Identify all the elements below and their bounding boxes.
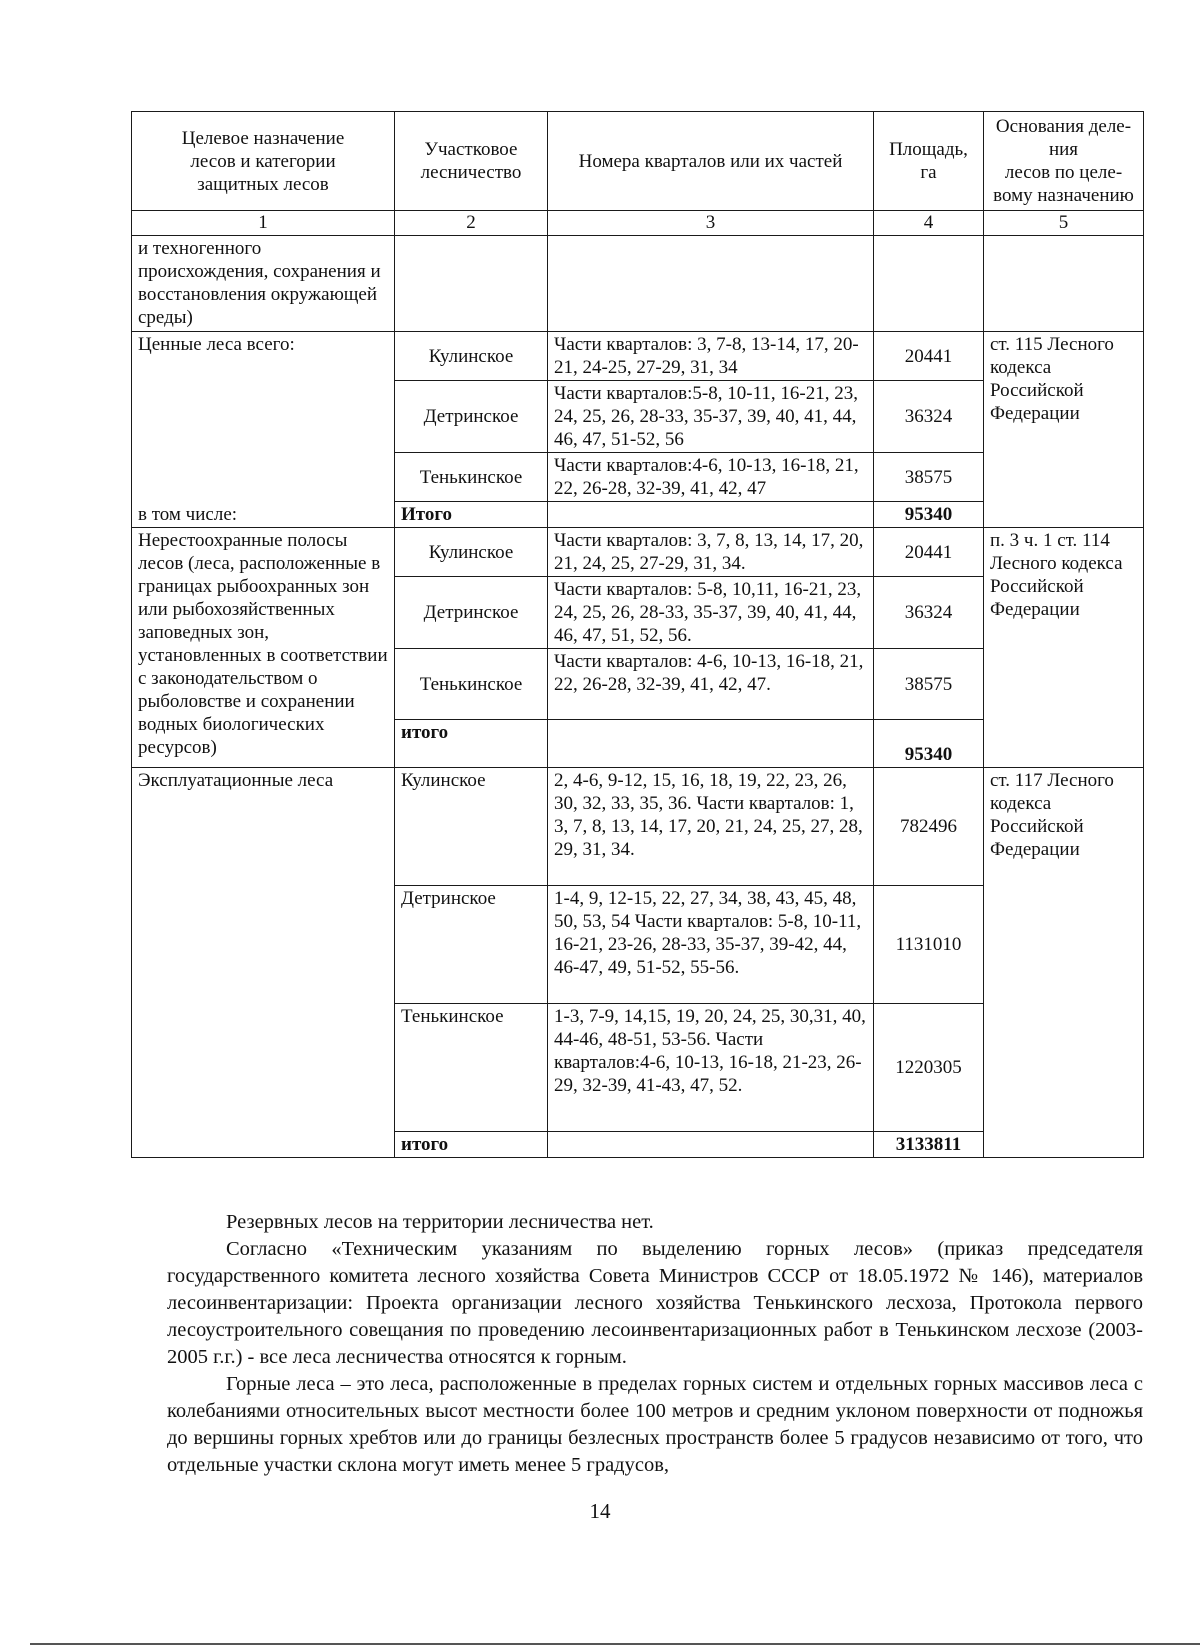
area-cell: 36324 — [874, 577, 984, 649]
paragraph-technical-guidelines: Согласно «Техническим указаниям по выделению горных лесов» (приказ председателя государственного комитета лесного хозяйства Совета Министров СССР от 18.05.1972 № 146), материалов лесоинвентаризации: Проекта организации лесного хозяйства Тенькинского лесхоза, Протокола первого лесоустроительного совещания по проведению лесоинвентаризационных работ в Тенькинском лесхозе (2003-2005 г.г.) - все леса лесничества относятся к горным. — [167, 1238, 1143, 1368]
exploitation-title: Эксплуатационные леса — [132, 768, 395, 1158]
column-number: 1 — [132, 211, 395, 236]
total-label: Итого — [395, 502, 548, 528]
quarters-cell: 1-4, 9, 12-15, 22, 27, 34, 38, 43, 45, 48, 50, 53, 54 Части кварталов: 5-8, 10-11, 16-21, 23-26, 28-33, 35-37, 39-42, 44, 46-47, 49, 51-52, 55-56. — [548, 886, 874, 1004]
area-cell: 38575 — [874, 453, 984, 502]
header-area: Площадь, га — [874, 112, 984, 211]
valuable-title: Ценные леса всего: — [132, 332, 395, 502]
spawning-title: Нерестоохранные полосы лесов (леса, расположенные в границах рыбоохранных зон или рыбохозяйственных заповедных зон, установленных в соответствии с законодательством о рыболовстве и сохранении водных биологических ресурсов) — [132, 528, 395, 768]
valuable-basis: ст. 115 Лесного кодекса Российской Федерации — [984, 332, 1144, 528]
column-number: 3 — [548, 211, 874, 236]
table-row — [132, 332, 1144, 381]
district-cell: Кулинское — [395, 332, 548, 381]
total-label: итого — [395, 720, 548, 768]
total-label: итого — [395, 1132, 548, 1158]
total-area: 3133811 — [874, 1132, 984, 1158]
in-total-label: в том числе: — [132, 502, 395, 528]
continuation-text: и техногенного происхождения, сохранения и восстановления окружающей среды) — [132, 236, 395, 332]
district-cell: Тенькинское — [395, 1004, 548, 1132]
district-cell: Кулинское — [395, 768, 548, 886]
header-purpose: Целевое назначение лесов и категории защитных лесов — [132, 112, 395, 211]
area-cell: 36324 — [874, 381, 984, 453]
quarters-cell: Части кварталов: 4-6, 10-13, 16-18, 21, 22, 26-28, 32-39, 41, 42, 47. — [548, 649, 874, 720]
spawning-basis: п. 3 ч. 1 ст. 114 Лесного кодекса Российской Федерации — [984, 528, 1144, 768]
area-cell: 1131010 — [874, 886, 984, 1004]
header-district: Участковое лесничество — [395, 112, 548, 211]
header-quarters: Номера кварталов или их частей — [548, 112, 874, 211]
body-text — [167, 1209, 1143, 1479]
quarters-cell: 2, 4-6, 9-12, 15, 16, 18, 19, 22, 23, 26, 30, 32, 33, 35, 36. Части кварталов: 1, 3, 7, 8, 13, 14, 17, 20, 21, 24, 25, 27, 28, 29, 31, 34. — [548, 768, 874, 886]
column-number: 5 — [984, 211, 1144, 236]
district-cell: Детринское — [395, 381, 548, 453]
area-cell: 782496 — [874, 768, 984, 886]
forest-purpose-table — [131, 111, 1144, 1158]
area-cell: 20441 — [874, 332, 984, 381]
paragraph-mountain-forests: Горные леса – это леса, расположенные в пределах горных систем и отдельных горных массивов леса с колебаниями относительных высот местности более 100 метров и средним уклоном поверхности от подножья до вершины горных хребтов или до границы безлесных пространств более 5 градусов независимо от того, что отдельные участки склона могут иметь менее 5 градусов, — [167, 1373, 1143, 1476]
quarters-cell: Части кварталов:5-8, 10-11, 16-21, 23, 24, 25, 26, 28-33, 35-37, 39, 40, 41, 44, 46, 47, 51-52, 56 — [548, 381, 874, 453]
area-cell: 20441 — [874, 528, 984, 577]
table-row — [132, 768, 1144, 886]
quarters-cell: Части кварталов: 3, 7-8, 13-14, 17, 20-21, 24-25, 27-29, 31, 34 — [548, 332, 874, 381]
table-row — [132, 528, 1144, 577]
header-basis: Основания деле- ния лесов по целе- вому назначению — [984, 112, 1144, 211]
total-area: 95340 — [874, 720, 984, 768]
district-cell: Кулинское — [395, 528, 548, 577]
table-row — [132, 236, 1144, 332]
page-number: 14 — [589, 1499, 611, 1523]
quarters-cell: Части кварталов:4-6, 10-13, 16-18, 21, 22, 26-28, 32-39, 41, 42, 47 — [548, 453, 874, 502]
district-cell: Тенькинское — [395, 649, 548, 720]
quarters-cell: Части кварталов: 3, 7, 8, 13, 14, 17, 20, 21, 24, 25, 27-29, 31, 34. — [548, 528, 874, 577]
bottom-rule — [30, 1643, 1200, 1645]
district-cell: Детринское — [395, 886, 548, 1004]
total-area: 95340 — [874, 502, 984, 528]
district-cell: Тенькинское — [395, 453, 548, 502]
column-number: 4 — [874, 211, 984, 236]
column-number-row — [132, 211, 1144, 236]
paragraph-reserve: Резервных лесов на территории лесничества нет. — [226, 1211, 654, 1233]
quarters-cell: Части кварталов: 5-8, 10,11, 16-21, 23, 24, 25, 26, 28-33, 35-37, 39, 40, 41, 44, 46, 47, 51, 52, 56. — [548, 577, 874, 649]
table-header-row — [132, 112, 1144, 211]
area-cell: 1220305 — [874, 1004, 984, 1132]
exploitation-basis: ст. 117 Лесного кодекса Российской Федерации — [984, 768, 1144, 1158]
district-cell: Детринское — [395, 577, 548, 649]
area-cell: 38575 — [874, 649, 984, 720]
quarters-cell: 1-3, 7-9, 14,15, 19, 20, 24, 25, 30,31, 40, 44-46, 48-51, 53-56. Части кварталов:4-6, 10-13, 16-18, 21-23, 26-29, 32-39, 41-43, 47, 52. — [548, 1004, 874, 1132]
column-number: 2 — [395, 211, 548, 236]
